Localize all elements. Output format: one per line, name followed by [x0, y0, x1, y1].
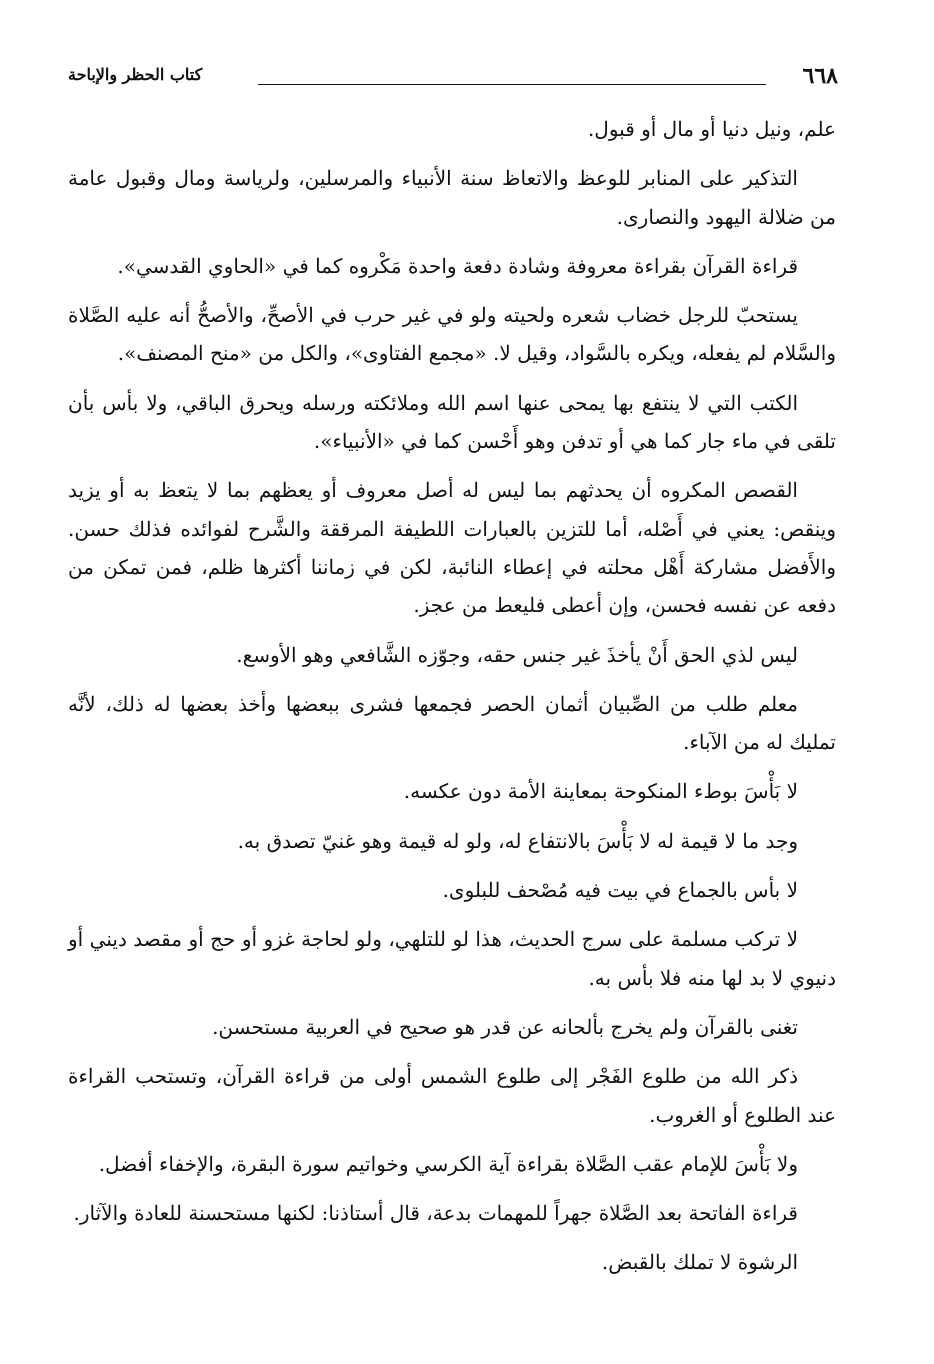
- book-title: كتاب الحظر والإباحة: [68, 65, 203, 84]
- paragraph: تغنى بالقرآن ولم يخرج بألحانه عن قدر هو صحيح في العربية مستحسن.: [212, 1014, 798, 1039]
- paragraph: قراءة القرآن بقراءة معروفة وشادة دفعة واحدة مَكْروه كما في «الحاوي القدسي».: [117, 253, 798, 278]
- paragraph: الكتب التي لا ينتفع بها يمحى عنها اسم الله وملائكته ورسله ويحرق الباقي، ولا بأس بأن تلقى في ماء جار كما هي أو تدفن وهو أَحْسن كما في «الأنبياء».: [68, 390, 836, 454]
- header-rule: [258, 84, 766, 85]
- paragraph: ولا بَأْسَ للإمام عقب الصَّلاة بقراءة آية الكرسي وخواتيم سورة البقرة، والإخفاء أفضل.: [98, 1151, 798, 1176]
- paragraph: معلم طلب من الصِّبيان أثمان الحصر فجمعها فشرى ببعضها وأخذ بعضها له ذلك، لأنَّه تمليك له من الآباء.: [68, 691, 836, 755]
- paragraph: علم، ونيل دنيا أو مال أو قبول.: [587, 117, 836, 141]
- paragraph: يستحبّ للرجل خضاب شعره ولحيته ولو في غير حرب في الأصحِّ، والأصحُّ أنه عليه الصَّلاة والسَّلام لم يفعله، ويكره بالسَّواد، وقيل لا. «مجمع الفتاوى»، والكل من «منح المصنف».: [68, 303, 836, 366]
- paragraph: لا بأس بالجماع في بيت فيه مُصْحف للبلوى.: [442, 878, 798, 903]
- paragraph: وجد ما لا قيمة له لا بَأْسَ بالانتفاع له، ولو له قيمة وهو غنيّ تصدق به.: [237, 828, 798, 853]
- paragraph: القصص المكروه أن يحدثهم بما ليس له أصل معروف أو يعظهم بما لا يتعظ به أو يزيد وينقص: يعني في أَصْله، أما للتزين بالعبارات اللطيفة المرققة والشَّرح لفوائده فذلك حسن. والأَفضل مشاركة أَهْل محلته في إعطاء النائبة، لكن في زماننا أكثرها ظلم، فمن تمكن من دفعه عن نفسه فحسن، وإن أعطى فليعط من عجز.: [68, 478, 836, 618]
- paragraph: الرشوة لا تملك بالقبض.: [601, 1250, 798, 1275]
- body-text: [68, 110, 836, 1293]
- page-number: ٦٦٨: [802, 63, 838, 89]
- page-header: [68, 62, 838, 92]
- paragraph: التذكير على المنابر للوعظ والاتعاظ سنة الأنبياء والمرسلين، ولرياسة ومال وقبول عامة من ضلالة اليهود والنصارى.: [68, 166, 836, 229]
- paragraph: ليس لذي الحق أَنْ يأخذَ غير جنس حقه، وجوّزه الشَّافعي وهو الأوسع.: [236, 642, 798, 667]
- paragraph: لا تركب مسلمة على سرج الحديث، هذا لو للتلهي، ولو لحاجة غزو أو حج أو مقصد ديني أو دنيوي لا بد لها منه فلا بأس به.: [68, 927, 836, 990]
- paragraph: قراءة الفاتحة بعد الصَّلاة جهراً للمهمات بدعة، قال أستاذنا: لكنها مستحسنة للعادة والآثار.: [73, 1201, 798, 1226]
- paragraph: ذكر الله من طلوع الفَجْر إلى طلوع الشمس أولى من قراءة القرآن، وتستحب القراءة عند الطلوع أو الغروب.: [68, 1064, 836, 1127]
- paragraph: لا بَأْسَ بوطء المنكوحة بمعاينة الأمة دون عكسه.: [403, 779, 798, 804]
